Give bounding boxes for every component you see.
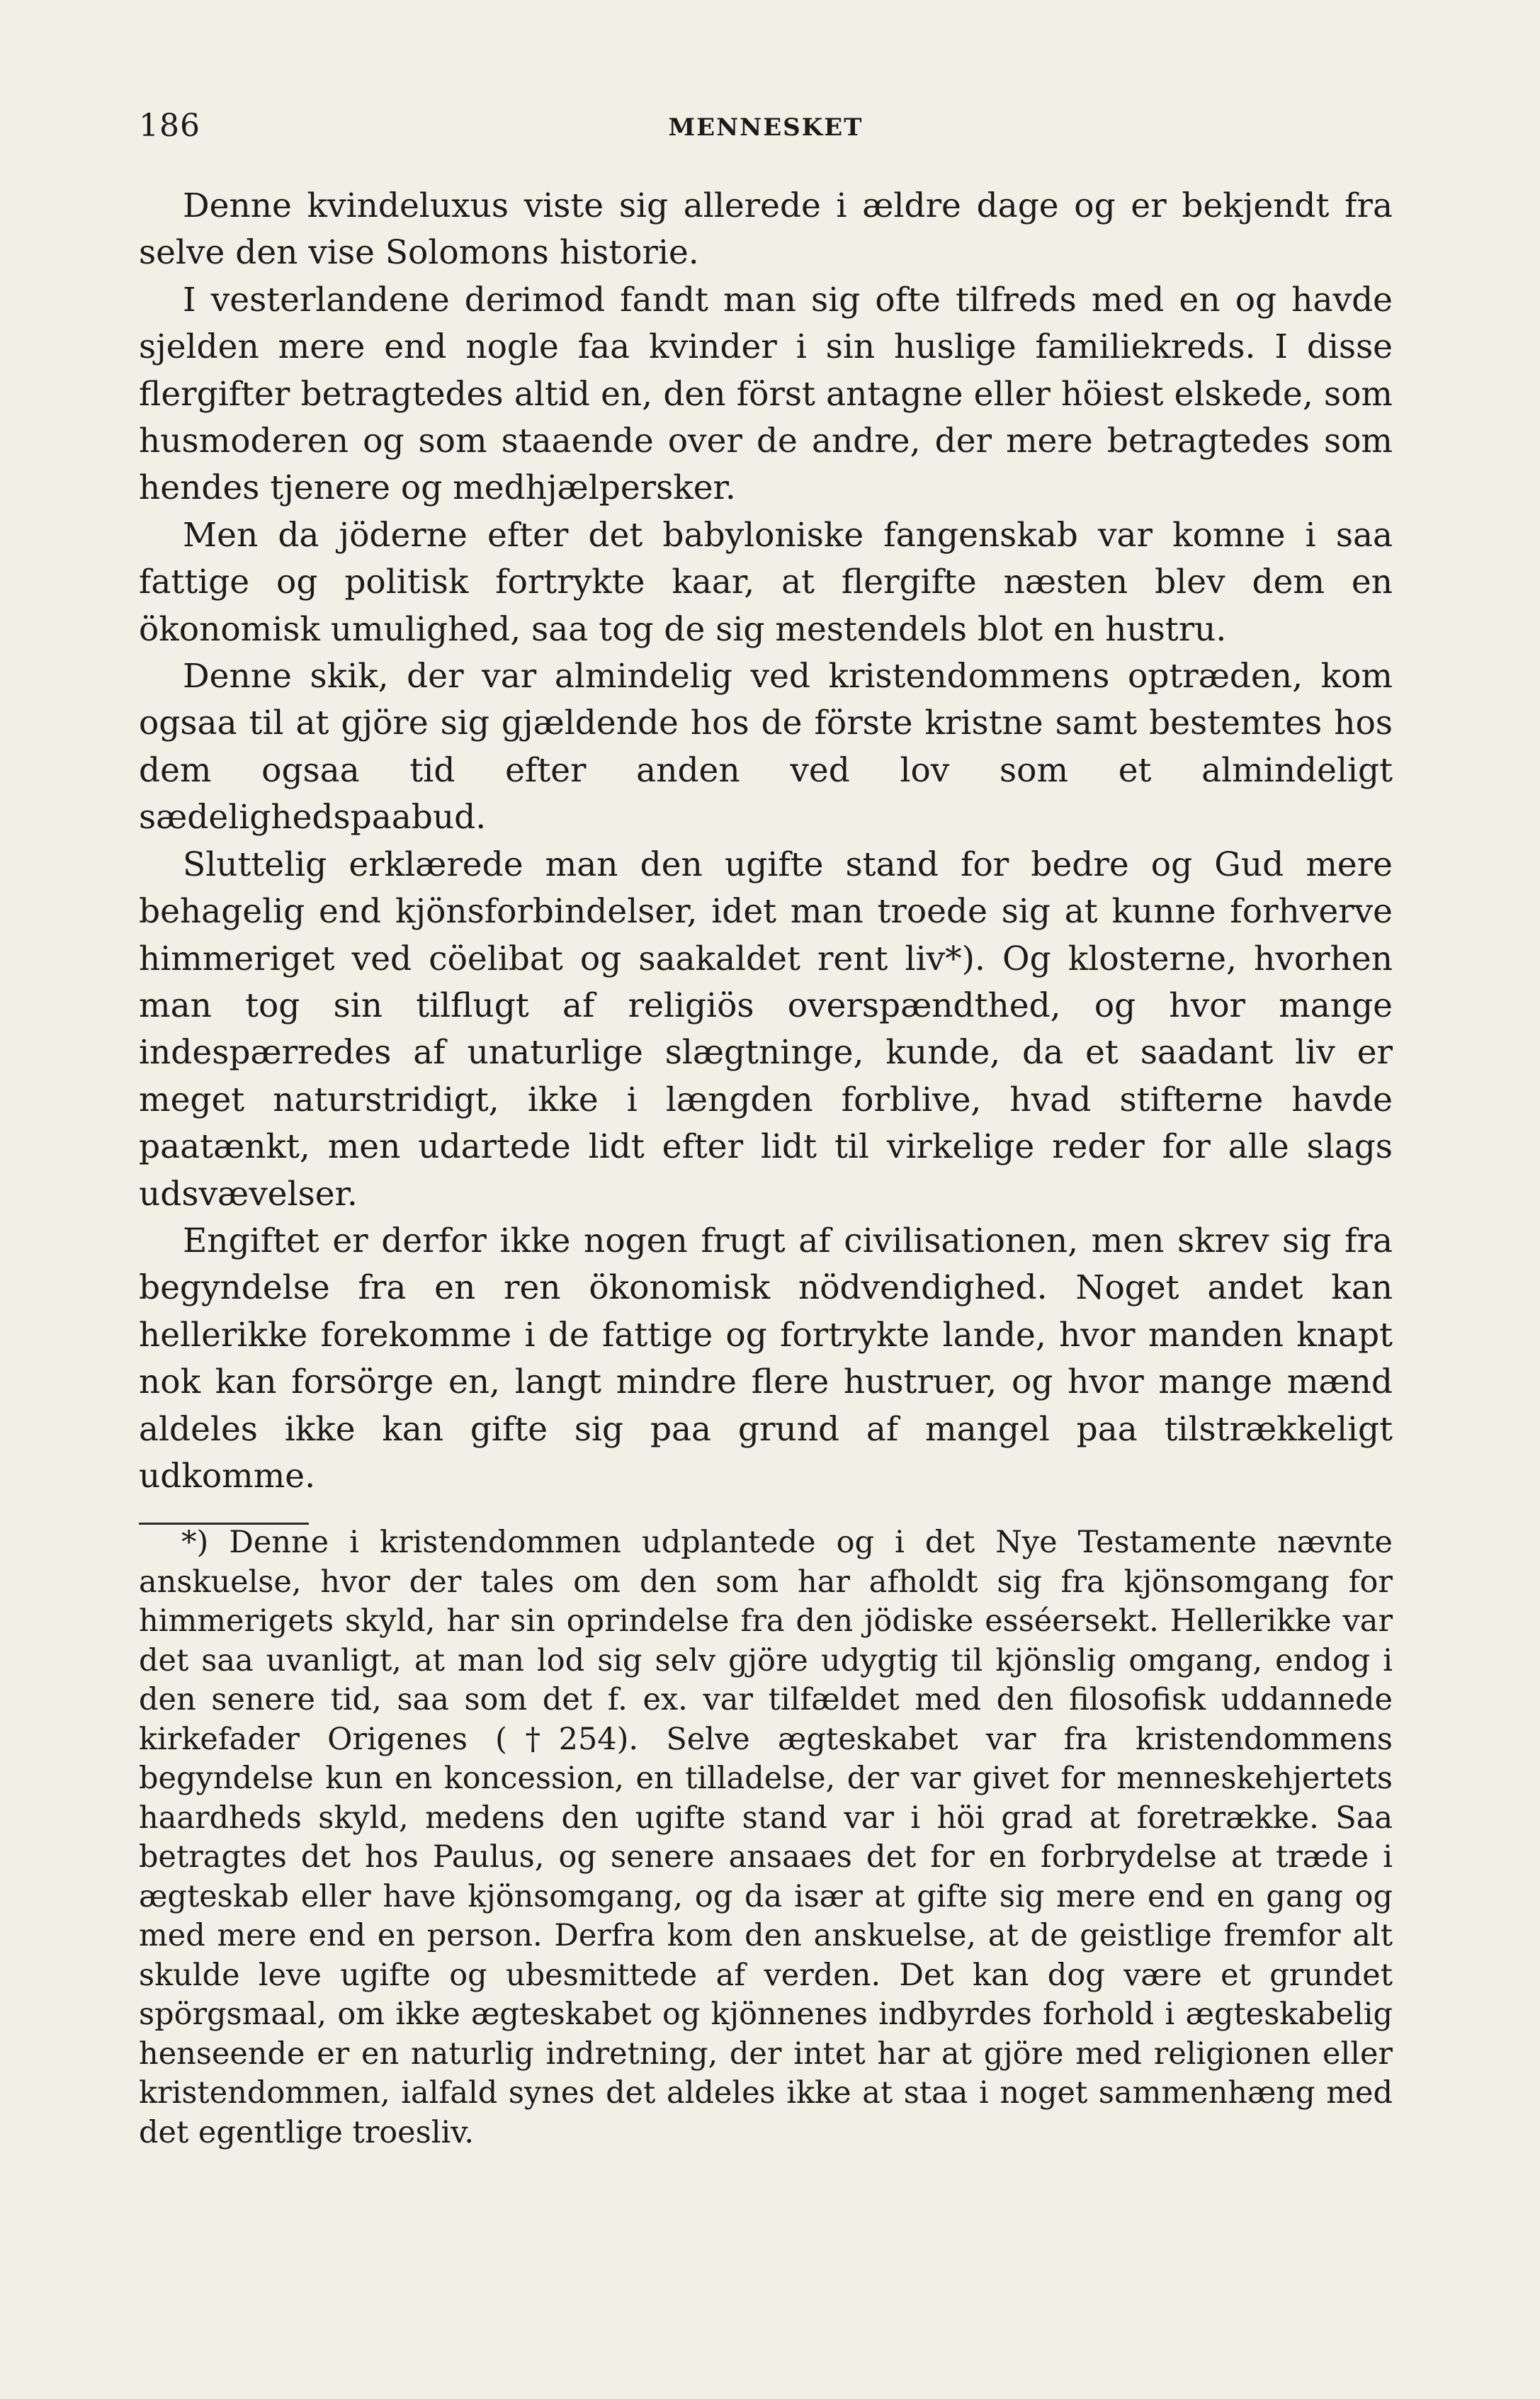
paragraph: I vesterlandene derimod fandt man sig ofte tilfreds med en og havde sjelden mere end nogle faa kvinder i sin huslige familiekreds. I disse flergifter betragtedes altid en, den först antagne eller höiest elskede, som husmoderen og som staaende over de andre, der mere betragtedes som hendes tjenere og medhjælpersker.	[139, 280, 1393, 508]
running-head	[139, 108, 1393, 150]
footnote	[139, 1523, 1393, 2152]
page-number: 186	[139, 108, 200, 144]
paragraph: Denne kvindeluxus viste sig allerede i ældre dage og er bekjendt fra selve den vise Solomons historie.	[139, 186, 1393, 273]
main-text	[139, 183, 1393, 1500]
paragraph: Denne skik, der var almindelig ved kristendommens optræden, kom ogsaa til at gjöre sig gjældende hos de förste kristne samt bestemtes hos dem ogsaa tid efter anden ved lov som et almindeligt sædelighedspaabud.	[139, 657, 1393, 837]
footnote-text: *) Denne i kristendommen udplantede og i det Nye Testamente nævnte anskuelse, hvor der tales om den som har afholdt sig fra kjönsomgang for himmerigets skyld, har sin oprindelse fra den jödiske esséersekt. Hellerikke var det saa uvanligt, at man lod sig selv gjöre udygtig til kjönslig omgang, endog i den senere tid, saa som det f. ex. var tilfældet med den filosofisk uddannede kirkefader Origenes (†254). Selve ægteskabet var fra kristendommens begyndelse kun en koncession, en tilladelse, der var givet for menneskehjertets haardheds skyld, medens den ugifte stand var i höi grad at foretrække. Saa betragtes det hos Paulus, og senere ansaaes det for en forbrydelse at træde i ægteskab eller have kjönsomgang, og da især at gifte sig mere end en gang og med mere end en person. Derfra kom den anskuelse, at de geistlige fremfor alt skulde leve ugifte og ubesmittede af verden. Det kan dog være et grundet spörgsmaal, om ikke ægteskabet og kjönnenes indbyrdes forhold i ægteskabelig henseende er en naturlig indretning, der intet har at gjöre med religionen eller kristendommen, ialfald synes det aldeles ikke at staa i noget sammenhæng med det egentlige troesliv.	[139, 1525, 1393, 2150]
paragraph: Men da jöderne efter det babyloniske fangenskab var komne i saa fattige og politisk fortrykte kaar, at flergifte næsten blev dem en ökonomisk umulighed, saa tog de sig mestendels blot en hustru.	[139, 515, 1393, 649]
paragraph: Engiftet er derfor ikke nogen frugt af civilisationen, men skrev sig fra begyndelse fra en ren ökonomisk nödvendighed. Noget andet kan hellerikke forekomme i de fattige og fortrykte lande, hvor manden knapt nok kan forsörge en, langt mindre flere hustruer, og hvor mange mænd aldeles ikke kan gifte sig paa grund af mangel paa tilstrækkeligt udkomme.	[139, 1221, 1393, 1496]
running-title: MENNESKET	[668, 113, 864, 142]
paragraph: Sluttelig erklærede man den ugifte stand for bedre og Gud mere behagelig end kjönsforbindelser, idet man troede sig at kunne forhverve himmeriget ved cöelibat og saakaldet rent liv*). Og klosterne, hvorhen man tog sin tilflugt af religiös overspændthed, og hvor mange indespærredes af unaturlige slægtninge, kunde, da et saadant liv er meget naturstridigt, ikke i længden forblive, hvad stifterne havde paatænkt, men udartede lidt efter lidt til virkelige reder for alle slags udsvævelser.	[139, 845, 1393, 1214]
